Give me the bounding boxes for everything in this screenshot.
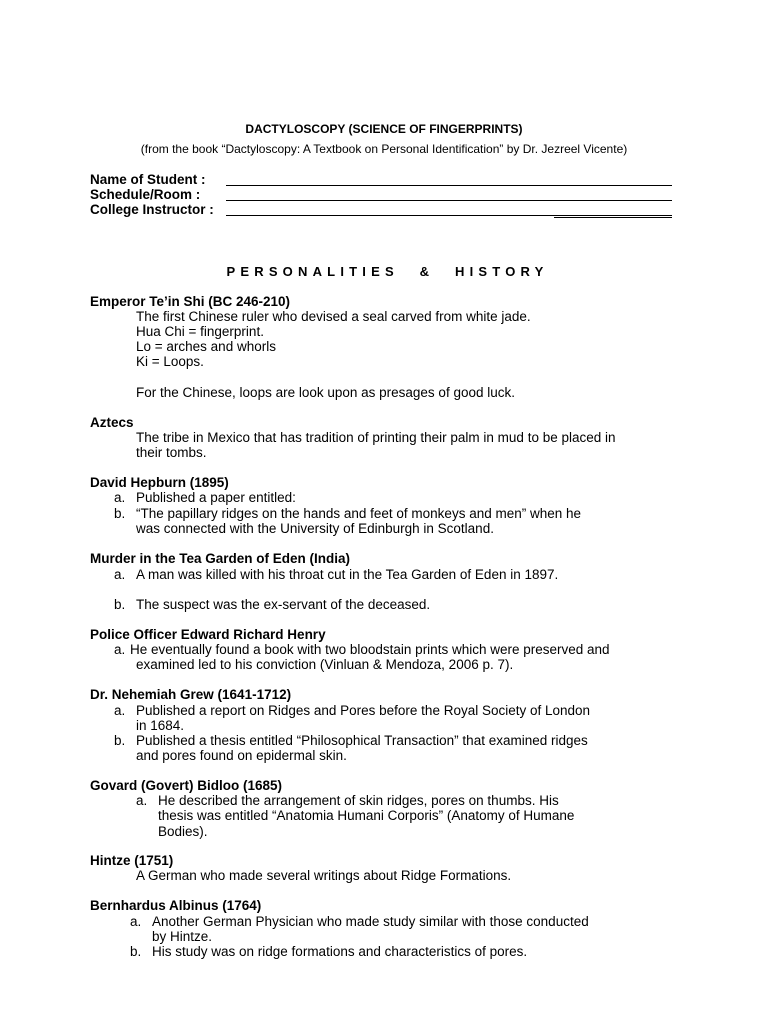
entry-heading-murder: Murder in the Tea Garden of Eden (India): [90, 551, 351, 566]
entry-line: The first Chinese ruler who devised a seal carved from white jade.: [136, 309, 531, 324]
list-item-line: His study was on ridge formations and characteristics of pores.: [152, 944, 528, 959]
entry-heading-aztecs: Aztecs: [90, 415, 134, 430]
list-marker: a.: [136, 793, 148, 808]
list-item-line: The suspect was the ex-servant of the deceased.: [136, 597, 431, 612]
entry-heading-albinus: Bernhardus Albinus (1764): [90, 898, 262, 913]
schedule-room-line: [226, 200, 672, 201]
entry-line: A German who made several writings about Ridge Formations.: [136, 868, 512, 883]
list-item-line: Published a report on Ridges and Pores before the Royal Society of London: [136, 703, 591, 718]
student-name-label: Name of Student :: [90, 172, 206, 187]
document-title: DACTYLOSCOPY (SCIENCE OF FINGERPRINTS): [245, 122, 523, 136]
list-marker: a.: [114, 703, 126, 718]
list-marker: a.: [114, 642, 126, 657]
list-marker: a.: [130, 914, 142, 929]
list-item-line: Published a paper entitled:: [136, 490, 296, 505]
student-name-line: [226, 185, 672, 186]
list-marker: a.: [114, 490, 126, 505]
list-item-line: examined led to his conviction (Vinluan & Mendoza, 2006 p. 7).: [136, 657, 514, 672]
list-item-line: Another German Physician who made study similar with those conducted: [152, 914, 589, 929]
list-marker: a.: [114, 567, 126, 582]
list-item-line: A man was killed with his throat cut in the Tea Garden of Eden in 1897.: [136, 567, 559, 582]
list-item-line: thesis was entitled “Anatomia Humani Corporis” (Anatomy of Humane: [158, 808, 575, 823]
list-item-line: He eventually found a book with two bloodstain prints which were preserved and: [130, 642, 610, 657]
college-instructor-line: [226, 215, 672, 216]
entry-heading-hepburn: David Hepburn (1895): [90, 475, 229, 490]
entry-line: For the Chinese, loops are look upon as presages of good luck.: [136, 385, 515, 400]
entry-heading-emperor: Emperor Te’in Shi (BC 246-210): [90, 294, 291, 309]
list-item-line: by Hintze.: [152, 929, 213, 944]
entry-heading-bidloo: Govard (Govert) Bidloo (1685): [90, 778, 283, 793]
list-marker: b.: [130, 944, 142, 959]
college-instructor-label: College Instructor :: [90, 202, 214, 217]
list-marker: b.: [114, 597, 126, 612]
entry-line: The tribe in Mexico that has tradition of printing their palm in mud to be placed in: [136, 430, 616, 445]
entry-heading-henry: Police Officer Edward Richard Henry: [90, 627, 326, 642]
entry-heading-hintze: Hintze (1751): [90, 853, 174, 868]
section-heading: PERSONALITIES & HISTORY: [226, 264, 549, 279]
list-marker: b.: [114, 733, 126, 748]
entry-heading-grew: Dr. Nehemiah Grew (1641-1712): [90, 687, 292, 702]
entry-line: Ki = Loops.: [136, 354, 204, 369]
list-item-line: “The papillary ridges on the hands and feet of monkeys and men” when he: [136, 506, 582, 521]
list-item-line: Bodies).: [158, 824, 208, 839]
list-item-line: and pores found on epidermal skin.: [136, 748, 347, 763]
list-item-line: in 1684.: [136, 718, 185, 733]
list-item-line: Published a thesis entitled “Philosophical Transaction” that examined ridges: [136, 733, 588, 748]
list-marker: b.: [114, 506, 126, 521]
document-subtitle: (from the book “Dactyloscopy: A Textbook on Personal Identification” by Dr. Jezreel Vicente): [140, 142, 628, 156]
entry-line: Hua Chi = fingerprint.: [136, 324, 264, 339]
list-item-line: was connected with the University of Edinburgh in Scotland.: [136, 521, 494, 536]
list-item-line: He described the arrangement of skin ridges, pores on thumbs. His: [158, 793, 559, 808]
college-instructor-line-extra: [554, 217, 672, 218]
entry-line: their tombs.: [136, 445, 207, 460]
schedule-room-label: Schedule/Room :: [90, 187, 201, 202]
entry-line: Lo = arches and whorls: [136, 339, 276, 354]
